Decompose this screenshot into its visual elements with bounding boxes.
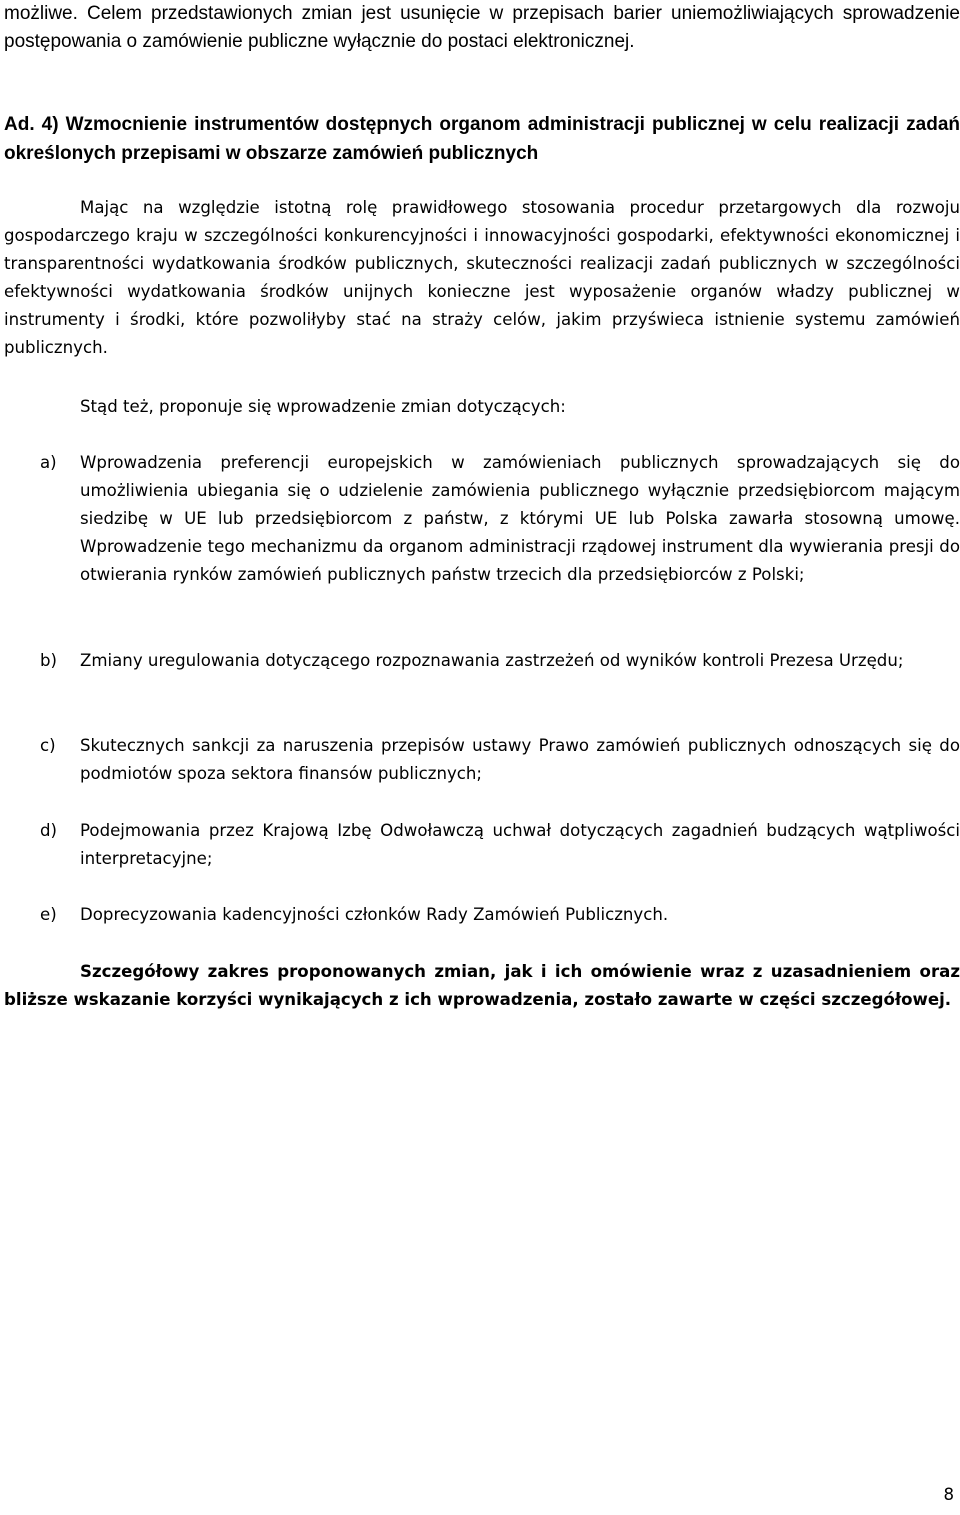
list-marker: e)	[40, 905, 57, 924]
list-item-text: Skutecznych sankcji za naruszenia przepisów ustawy Prawo zamówień publicznych odnoszących się do podmiotów spoza sektora finansów publicznych;	[80, 736, 960, 783]
list-marker: a)	[40, 453, 57, 472]
list-item-e	[40, 901, 960, 929]
list-lead: Stąd też, proponuje się wprowadzenie zmian dotyczących:	[80, 397, 566, 416]
intro-paragraph: możliwe. Celem przedstawionych zmian jest usunięcie w przepisach barier uniemożliwiających sprowadzenie postępowania o zamówienie publiczne wyłącznie do postaci elektronicznej.	[4, 3, 960, 52]
list-marker: b)	[40, 651, 58, 670]
summary-paragraph: Szczegółowy zakres proponowanych zmian, jak i ich omówienie wraz z uzasadnieniem oraz bliższe wskazanie korzyści wynikających z ich wprowadzenia, zostało zawarte w części szczegółowej.	[4, 962, 960, 1009]
list-marker: c)	[40, 736, 56, 755]
section-heading: Ad. 4) Wzmocnienie instrumentów dostępnych organom administracji publicznej w celu realizacji zadań określonych przepisami w obszarze zamówień publicznych	[4, 114, 960, 164]
list-item-d	[40, 817, 960, 873]
list-item-text: Doprecyzowania kadencyjności członków Rady Zamówień Publicznych.	[80, 905, 669, 924]
list-item-c	[40, 732, 960, 788]
list-marker: d)	[40, 821, 58, 840]
list-item-a	[40, 449, 960, 589]
list-item-text: Podejmowania przez Krajową Izbę Odwoławczą uchwał dotyczących zagadnień budzących wątpliwości interpretacyjne;	[80, 821, 960, 868]
list-item-text: Zmiany uregulowania dotyczącego rozpoznawania zastrzeżeń od wyników kontroli Prezesa Urzędu;	[80, 651, 904, 670]
main-paragraph: Mając na względzie istotną rolę prawidłowego stosowania procedur przetargowych dla rozwoju gospodarczego kraju w szczególności konkurencyjności i innowacyjności gospodarki, efektywności ekonomicznej i transparentności wydatkowania środków publicznych, skuteczności realizacji zadań publicznych w szczególności efektywności wydatkowania środków unijnych konieczne jest wyposażenie organów władzy publicznej w instrumenty i środki, które pozwoliłyby stać na straży celów, jakim przyświeca istnienie systemu zamówień publicznych.	[4, 198, 960, 357]
list-item-b	[40, 647, 960, 675]
page-number: 8	[943, 1485, 954, 1504]
list-item-text: Wprowadzenia preferencji europejskich w zamówieniach publicznych sprowadzających się do umożliwienia ubiegania się o udzielenie zamówienia publicznego wyłącznie przedsiębiorcom mającym siedzibę w UE lub przedsiębiorcom z państw, z którymi UE lub Polska zawarła stosowną umowę. Wprowadzenie tego mechanizmu da organom administracji rządowej instrument dla wywierania presji do otwierania rynków zamówień publicznych państw trzecich dla przedsiębiorców z Polski;	[80, 453, 960, 584]
